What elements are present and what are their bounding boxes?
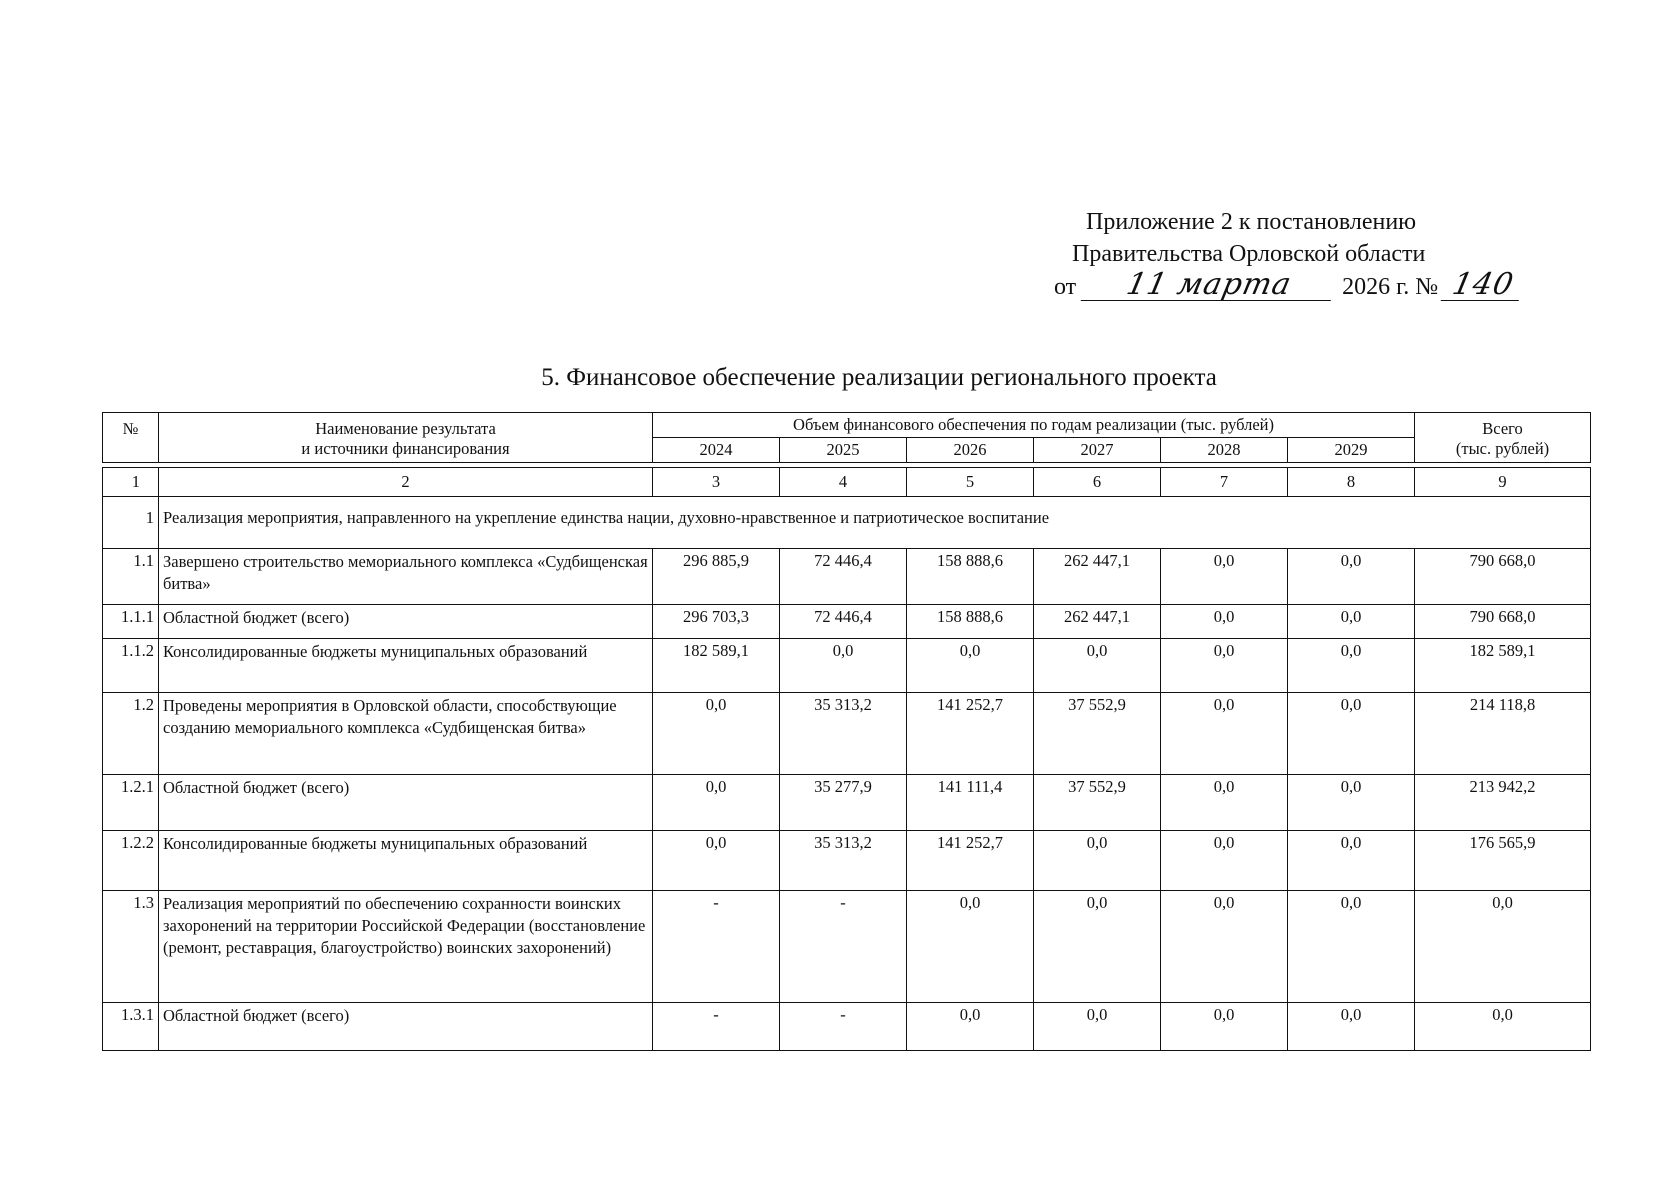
row-number: 1.3.1 [103, 1003, 159, 1051]
row-total: 790 668,0 [1415, 549, 1591, 605]
row-value: 0,0 [1161, 1003, 1288, 1051]
row-value: 0,0 [653, 775, 780, 831]
government-line: Правительства Орловской области [1072, 241, 1426, 267]
row-value: 296 885,9 [653, 549, 780, 605]
index-cell: 6 [1034, 468, 1161, 497]
header-name [159, 413, 653, 463]
header-year: 2029 [1288, 438, 1415, 463]
header-volume: Объем финансового обеспечения по годам реализации (тыс. рублей) [653, 413, 1415, 438]
row-value: 141 252,7 [907, 831, 1034, 891]
row-value: 0,0 [1034, 891, 1161, 1003]
row-value: 141 111,4 [907, 775, 1034, 831]
handwritten-date: 11 марта [1081, 270, 1338, 301]
section-no: 1 [103, 497, 159, 549]
header-total-line2: (тыс. рублей) [1455, 439, 1550, 458]
table-body [103, 463, 1591, 1051]
table-row [103, 639, 1591, 693]
row-value: 0,0 [1161, 693, 1288, 775]
row-value: - [653, 1003, 780, 1051]
row-value: 0,0 [1161, 639, 1288, 693]
document-header [1040, 206, 1640, 303]
row-name: Областной бюджет (всего) [159, 1003, 653, 1051]
table-header [103, 413, 1591, 463]
row-value: 0,0 [653, 693, 780, 775]
row-value: 0,0 [1161, 775, 1288, 831]
appendix-line: Приложение 2 к постановлению [1086, 209, 1417, 235]
header-name-line1: Наименование результата [315, 419, 496, 438]
row-value: 37 552,9 [1034, 775, 1161, 831]
row-number: 1.1.1 [103, 605, 159, 639]
row-value: 0,0 [1161, 891, 1288, 1003]
row-name: Областной бюджет (всего) [159, 775, 653, 831]
header-no: № [103, 413, 159, 463]
table-row [103, 605, 1591, 639]
row-number: 1.1.2 [103, 639, 159, 693]
row-value: 262 447,1 [1034, 549, 1161, 605]
row-value: 141 252,7 [907, 693, 1034, 775]
index-cell: 7 [1161, 468, 1288, 497]
row-total: 790 668,0 [1415, 605, 1591, 639]
index-cell: 4 [780, 468, 907, 497]
row-value: 0,0 [1288, 831, 1415, 891]
header-total [1415, 413, 1591, 463]
header-year: 2026 [907, 438, 1034, 463]
row-value: 0,0 [1161, 605, 1288, 639]
header-year: 2028 [1161, 438, 1288, 463]
row-name: Реализация мероприятий по обеспечению сохранности воинских захоронений на территории Российской Федерации (восстановление (ремонт, реставрация, благоустройство) воинских захоронений) [159, 891, 653, 1003]
table-row [103, 891, 1591, 1003]
table-row [103, 549, 1591, 605]
row-value: 0,0 [1034, 1003, 1161, 1051]
row-name: Консолидированные бюджеты муниципальных образований [159, 831, 653, 891]
row-value: 0,0 [1288, 639, 1415, 693]
handwritten-number: 140 [1441, 270, 1526, 301]
row-value: 158 888,6 [907, 605, 1034, 639]
row-value: 35 313,2 [780, 693, 907, 775]
row-value: 296 703,3 [653, 605, 780, 639]
row-number: 1.2 [103, 693, 159, 775]
row-value: 35 313,2 [780, 831, 907, 891]
header-name-line2: и источники финансирования [301, 439, 510, 458]
index-cell: 3 [653, 468, 780, 497]
section-name: Реализация мероприятия, направленного на укрепление единства нации, духовно-нравственное и патриотическое воспитание [159, 497, 1591, 549]
row-value: 0,0 [1288, 891, 1415, 1003]
row-value: 0,0 [1288, 549, 1415, 605]
row-value: 182 589,1 [653, 639, 780, 693]
row-value: 0,0 [1288, 693, 1415, 775]
index-cell: 5 [907, 468, 1034, 497]
row-total: 0,0 [1415, 891, 1591, 1003]
row-value: - [780, 1003, 907, 1051]
row-value: 0,0 [907, 891, 1034, 1003]
date-number-line [1040, 267, 1640, 303]
row-value: 35 277,9 [780, 775, 907, 831]
index-cell: 9 [1415, 468, 1591, 497]
header-year: 2027 [1034, 438, 1161, 463]
header-year: 2025 [780, 438, 907, 463]
row-value: 0,0 [907, 1003, 1034, 1051]
row-value: 0,0 [1034, 639, 1161, 693]
row-total: 214 118,8 [1415, 693, 1591, 775]
table-row [103, 831, 1591, 891]
row-value: 0,0 [780, 639, 907, 693]
row-value: 72 446,4 [780, 605, 907, 639]
header-total-line1: Всего [1482, 419, 1523, 438]
row-value: 0,0 [1288, 1003, 1415, 1051]
row-value: 158 888,6 [907, 549, 1034, 605]
row-value: 262 447,1 [1034, 605, 1161, 639]
row-total: 213 942,2 [1415, 775, 1591, 831]
row-number: 1.1 [103, 549, 159, 605]
row-value: 0,0 [653, 831, 780, 891]
row-number: 1.3 [103, 891, 159, 1003]
row-value: 0,0 [1288, 775, 1415, 831]
column-index-row [103, 468, 1591, 497]
row-number: 1.2.1 [103, 775, 159, 831]
row-value: 0,0 [1161, 831, 1288, 891]
table-row [103, 775, 1591, 831]
row-name: Завершено строительство мемориального комплекса «Судбищенская битва» [159, 549, 653, 605]
row-value: 0,0 [1034, 831, 1161, 891]
row-value: - [780, 891, 907, 1003]
row-total: 176 565,9 [1415, 831, 1591, 891]
from-label: от [1054, 274, 1077, 300]
section-row [103, 497, 1591, 549]
row-name: Консолидированные бюджеты муниципальных образований [159, 639, 653, 693]
section-title: 5. Финансовое обеспечение реализации регионального проекта [541, 364, 1217, 391]
row-value: 72 446,4 [780, 549, 907, 605]
row-total: 0,0 [1415, 1003, 1591, 1051]
row-value: 37 552,9 [1034, 693, 1161, 775]
year-number-label: 2026 г. № [1342, 274, 1439, 300]
table-row [103, 1003, 1591, 1051]
index-cell: 8 [1288, 468, 1415, 497]
row-number: 1.2.2 [103, 831, 159, 891]
row-value: 0,0 [1288, 605, 1415, 639]
row-total: 182 589,1 [1415, 639, 1591, 693]
row-name: Областной бюджет (всего) [159, 605, 653, 639]
row-value: - [653, 891, 780, 1003]
row-value: 0,0 [907, 639, 1034, 693]
financing-table [102, 412, 1591, 1051]
table-row [103, 693, 1591, 775]
index-cell: 2 [159, 468, 653, 497]
header-year: 2024 [653, 438, 780, 463]
row-value: 0,0 [1161, 549, 1288, 605]
index-cell: 1 [103, 468, 159, 497]
row-name: Проведены мероприятия в Орловской области, способствующие созданию мемориального комплекса «Судбищенская битва» [159, 693, 653, 775]
